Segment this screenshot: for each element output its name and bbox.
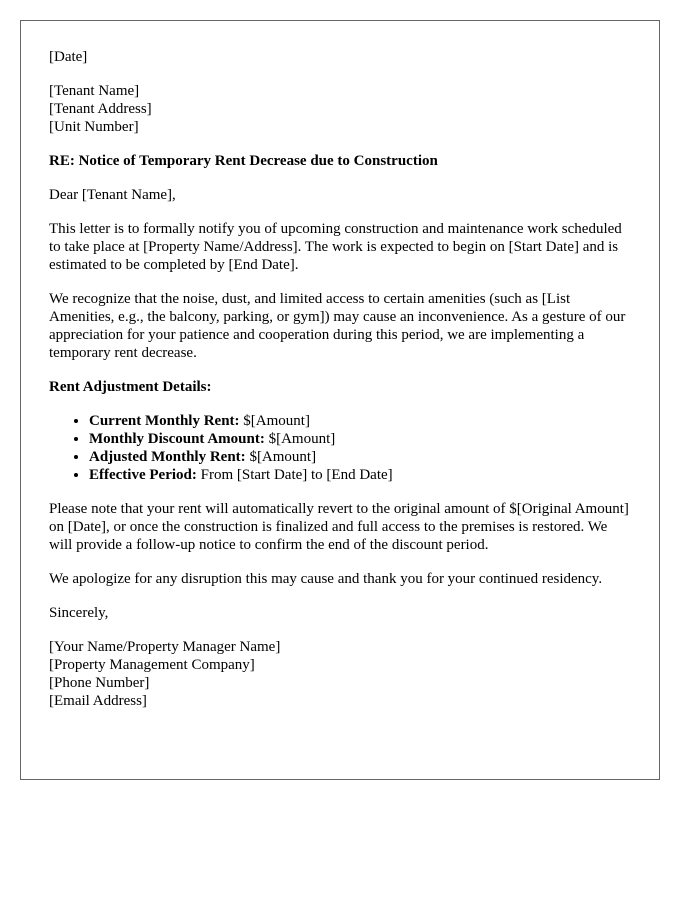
detail-label: Current Monthly Rent: <box>89 413 240 429</box>
signature-company: [Property Management Company] <box>49 657 255 673</box>
subject-line: RE: Notice of Temporary Rent Decrease due to Construction <box>49 153 438 169</box>
signature-phone: [Phone Number] <box>49 675 150 691</box>
signature-block <box>49 638 631 710</box>
recipient-block <box>49 82 631 136</box>
salutation: Dear [Tenant Name], <box>49 187 176 203</box>
body-paragraph-2: We recognize that the noise, dust, and limited access to certain amenities (such as [List Amenities, e.g., the balcony, parking, or gym]) may cause an inconvenience. As a gesture of our appreciation for your patience and cooperation during this period, we are implementing a temporary rent decrease. <box>49 291 626 361</box>
detail-value: $[Amount] <box>245 449 317 465</box>
letter-date <box>49 48 631 66</box>
detail-value: From [Start Date] to [End Date] <box>196 467 393 483</box>
letter-document <box>20 20 660 780</box>
recipient-unit: [Unit Number] <box>49 119 139 135</box>
signature-name: [Your Name/Property Manager Name] <box>49 639 281 655</box>
signoff: Sincerely, <box>49 605 109 621</box>
detail-item-adjusted-rent <box>89 448 631 466</box>
detail-value: $[Amount] <box>264 431 336 447</box>
recipient-name: [Tenant Name] <box>49 83 140 99</box>
detail-label: Adjusted Monthly Rent: <box>89 449 246 465</box>
detail-item-current-rent <box>89 412 631 430</box>
signature-email: [Email Address] <box>49 693 147 709</box>
closing-paragraph-2: We apologize for any disruption this may cause and thank you for your continued residency. <box>49 571 603 587</box>
rent-details-list <box>49 412 631 484</box>
detail-item-discount <box>89 430 631 448</box>
date-text: [Date] <box>49 49 88 65</box>
body-paragraph-1: This letter is to formally notify you of upcoming construction and maintenance work scheduled to take place at [Property Name/Address]. The work is expected to begin on [Start Date] and is estimated to be completed by [End Date]. <box>49 221 622 273</box>
detail-value: $[Amount] <box>239 413 310 429</box>
detail-label: Monthly Discount Amount: <box>89 431 265 447</box>
recipient-address: [Tenant Address] <box>49 101 152 117</box>
detail-label: Effective Period: <box>89 467 197 483</box>
closing-paragraph-1: Please note that your rent will automatically revert to the original amount of $[Original Amount] on [Date], or once the construction is finalized and full access to the premises is restored. We will provide a follow-up notice to confirm the end of the discount period. <box>49 501 629 553</box>
detail-item-effective-period <box>89 466 631 484</box>
details-heading: Rent Adjustment Details: <box>49 379 212 395</box>
